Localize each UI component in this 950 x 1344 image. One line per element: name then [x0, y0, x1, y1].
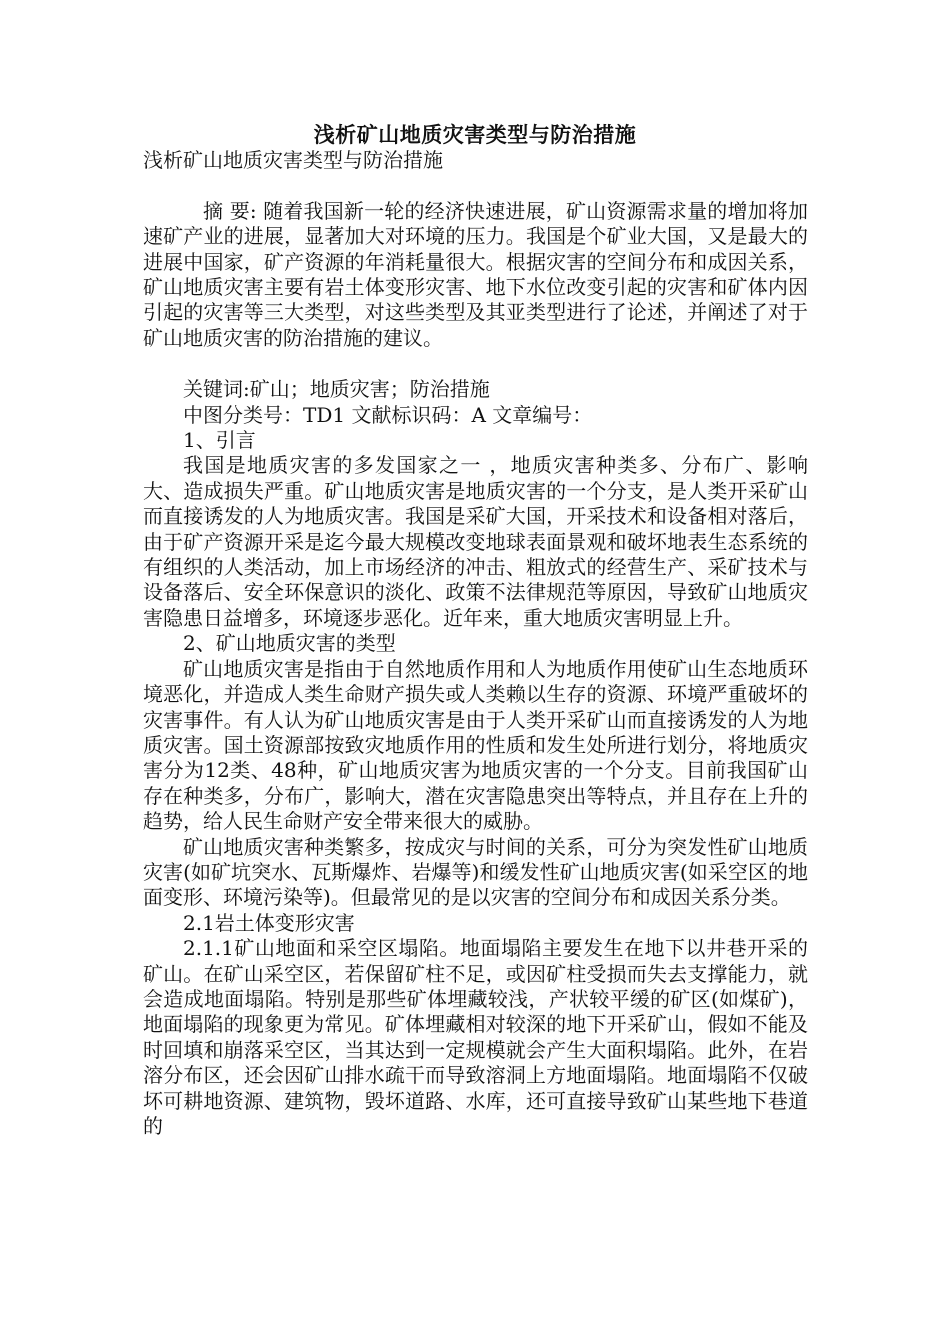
- blank-line: [143, 173, 808, 198]
- document-subtitle: 浅析矿山地质灾害类型与防治措施: [143, 148, 443, 172]
- section-heading-rock-soil: 2.1岩土体变形灾害: [183, 910, 355, 935]
- types-paragraph-1: 矿山地质灾害是指由于自然地质作用和人为地质作用使矿山生态地质环境恶化，并造成人类生命财产损失或人类赖以生存的资源、环境严重破坏的灾害事件。有人认为矿山地质灾害是由于人类开采矿山而直接诱发的人为地质灾害。国土资源部按致灾地质作用的性质和发生处所进行划分，将地质灾害分为12类、48种，矿山地质灾害为地质灾害的一个分支。目前我国矿山存在种类多，分布广，影响大，潜在灾害隐患突出等特点，并且存在上升的趋势，给人民生命财产安全带来很大的威胁。: [143, 656, 808, 834]
- section-heading-introduction: 1、引言: [183, 428, 256, 453]
- keywords-line: 关键词:矿山；地质灾害；防治措施: [183, 377, 490, 402]
- document-body: [143, 148, 808, 1139]
- abstract-paragraph: 摘 要: 随着我国新一轮的经济快速进展，矿山资源需求量的增加将加速矿产业的进展，显著加大对环境的压力。我国是个矿业大国，又是最大的进展中国家，矿产资源的年消耗量很大。根据灾害的空间分布和成因关系，矿山地质灾害主要有岩土体变形灾害、地下水位改变引起的灾害和矿体内因引起的灾害等三大类型，对这些类型及其亚类型进行了论述，并阐述了对于矿山地质灾害的防治措施的建议。: [143, 198, 808, 350]
- section-heading-types: 2、矿山地质灾害的类型: [183, 631, 396, 656]
- classification-line: 中图分类号：TD1 文献标识码：A 文章编号：: [183, 402, 593, 427]
- document-title: 浅析矿山地质灾害类型与防治措施: [313, 123, 637, 147]
- blank-line: [143, 351, 808, 377]
- types-paragraph-2: 矿山地质灾害种类繁多，按成灾与时间的关系，可分为突发性矿山地质灾害(如矿坑突水、瓦斯爆炸、岩爆等)和缓发性矿山地质灾害(如采空区的地面变形、环境污染等)。但最常见的是以灾害的空间分布和成因关系分类。: [143, 834, 808, 910]
- introduction-paragraph: 我国是地质灾害的多发国家之一 ，地质灾害种类多、分布广、影响大、造成损失严重。矿山地质灾害是地质灾害的一个分支，是人类开采矿山而直接诱发的人为地质灾害。我国是采矿大国，开采技术和设备相对落后，由于矿产资源开采是迄今最大规模改变地球表面景观和破坏地表生态系统的有组织的人类活动，加上市场经济的冲击、粗放式的经营生产、采矿技术与设备落后、安全环保意识的淡化、政策不法律规范等原因，导致矿山地质灾害隐患日益增多，环境逐步恶化。近年来，重大地质灾害明显上升。: [143, 453, 808, 630]
- collapse-paragraph: 2.1.1矿山地面和采空区塌陷。地面塌陷主要发生在地下以井巷开采的矿山。在矿山采空区，若保留矿柱不足，或因矿柱受损而失去支撑能力，就会造成地面塌陷。特别是那些矿体埋藏较浅，产状较平缓的矿区(如煤矿)，地面塌陷的现象更为常见。矿体埋藏相对较深的地下开采矿山，假如不能及时回填和崩落采空区，当其达到一定规模就会产生大面积塌陷。此外，在岩溶分布区，还会因矿山排水疏干而导致溶洞上方地面塌陷。地面塌陷不仅破坏可耕地资源、建筑物，毁坏道路、水库，还可直接导致矿山某些地下巷道的: [143, 936, 808, 1139]
